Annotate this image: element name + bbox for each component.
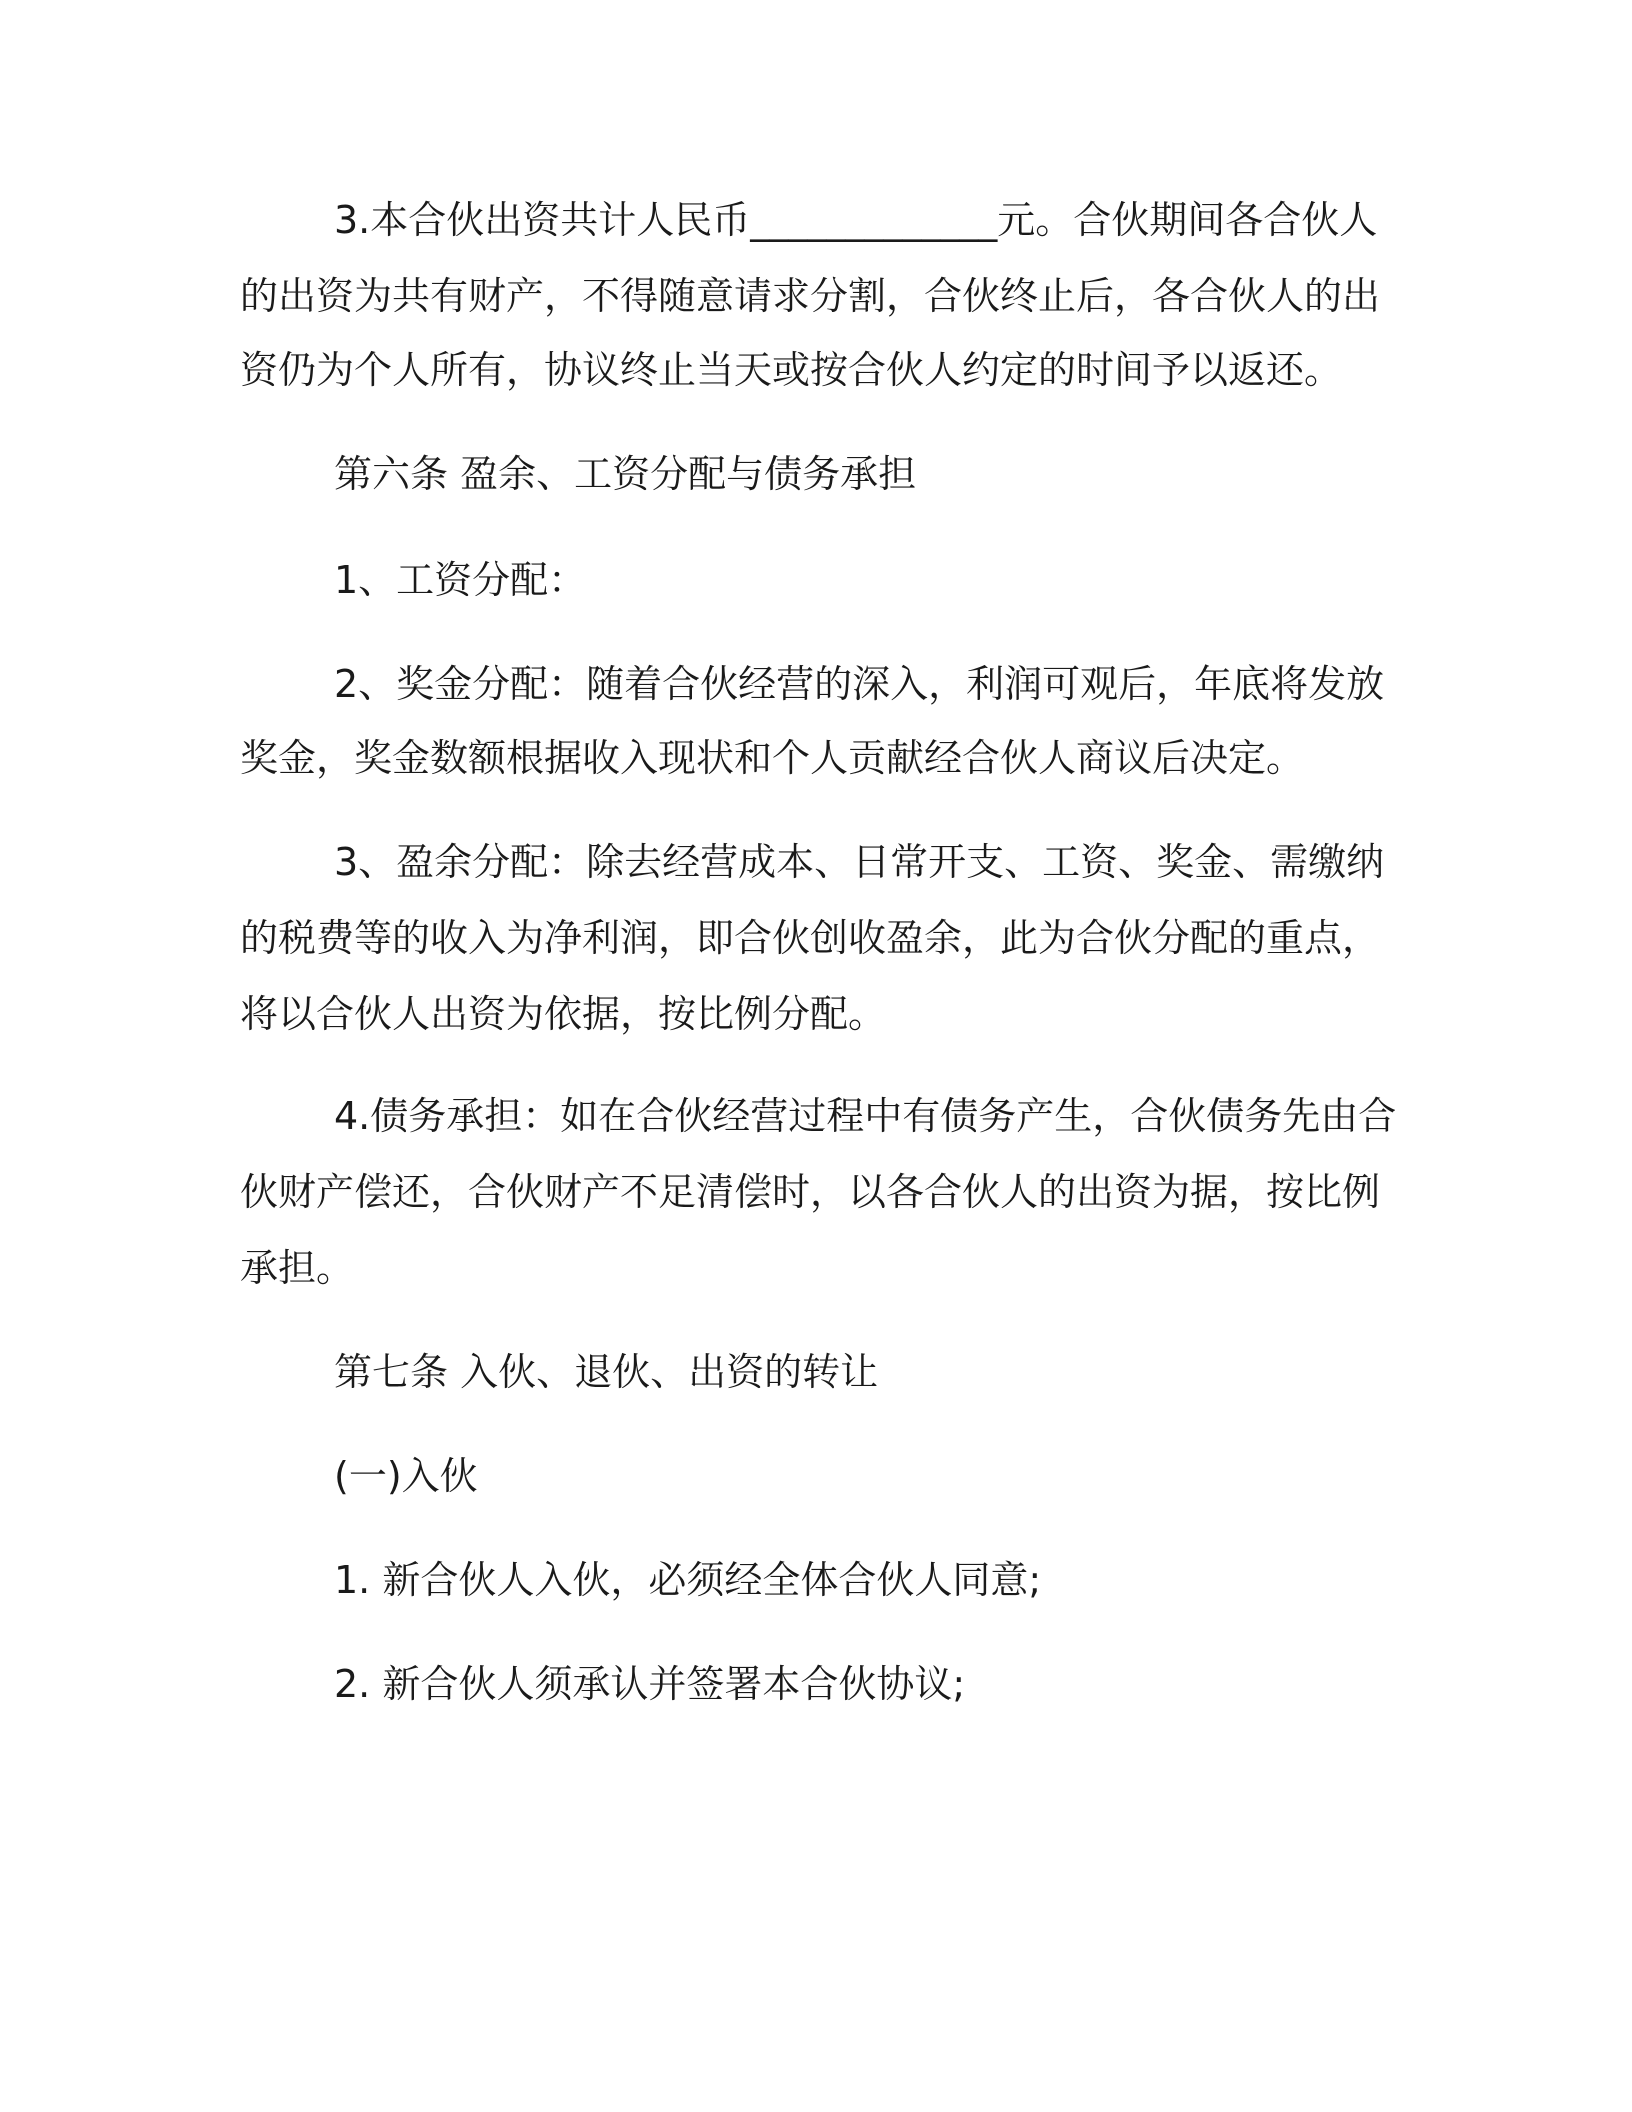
article-7-heading: 第七条 入伙、退伙、出资的转让 (334, 1350, 879, 1394)
clause-5-item-3-line-1: 3.本合伙出资共计人民币_____________元。合伙期间各合伙人 (334, 198, 1378, 242)
article-7-sub-heading: (一)入伙 (334, 1454, 478, 1498)
clause-5-item-3-line-3: 资仍为个人所有，协议终止当天或按合伙人约定的时间予以返还。 (240, 348, 1343, 392)
article-6-item-4-line-1: 4.债务承担：如在合伙经营过程中有债务产生，合伙债务先由合 (334, 1094, 1397, 1138)
article-6-item-3-line-2: 的税费等的收入为净利润，即合伙创收盈余，此为合伙分配的重点， (240, 916, 1381, 960)
article-6-item-2-line-2: 奖金，奖金数额根据收入现状和个人贡献经合伙人商议后决定。 (240, 736, 1305, 780)
article-6-heading: 第六条 盈余、工资分配与债务承担 (334, 452, 917, 496)
article-6-item-4-line-2: 伙财产偿还，合伙财产不足清偿时，以各合伙人的出资为据，按比例 (240, 1170, 1381, 1214)
article-6-item-3-line-3: 将以合伙人出资为依据，按比例分配。 (240, 992, 887, 1036)
article-6-item-4-line-3: 承担。 (240, 1246, 355, 1290)
article-6-item-3-line-1: 3、盈余分配：除去经营成本、日常开支、工资、奖金、需缴纳 (334, 840, 1385, 884)
article-7-item-1: 1. 新合伙人入伙，必须经全体合伙人同意; (334, 1558, 1042, 1602)
article-7-item-2: 2. 新合伙人须承认并签署本合伙协议; (334, 1662, 966, 1706)
article-6-item-1: 1、工资分配： (334, 558, 587, 602)
article-6-item-2-line-1: 2、奖金分配：随着合伙经营的深入，利润可观后，年底将发放 (334, 662, 1385, 706)
clause-5-item-3-line-2: 的出资为共有财产，不得随意请求分割，合伙终止后，各合伙人的出 (240, 274, 1381, 318)
